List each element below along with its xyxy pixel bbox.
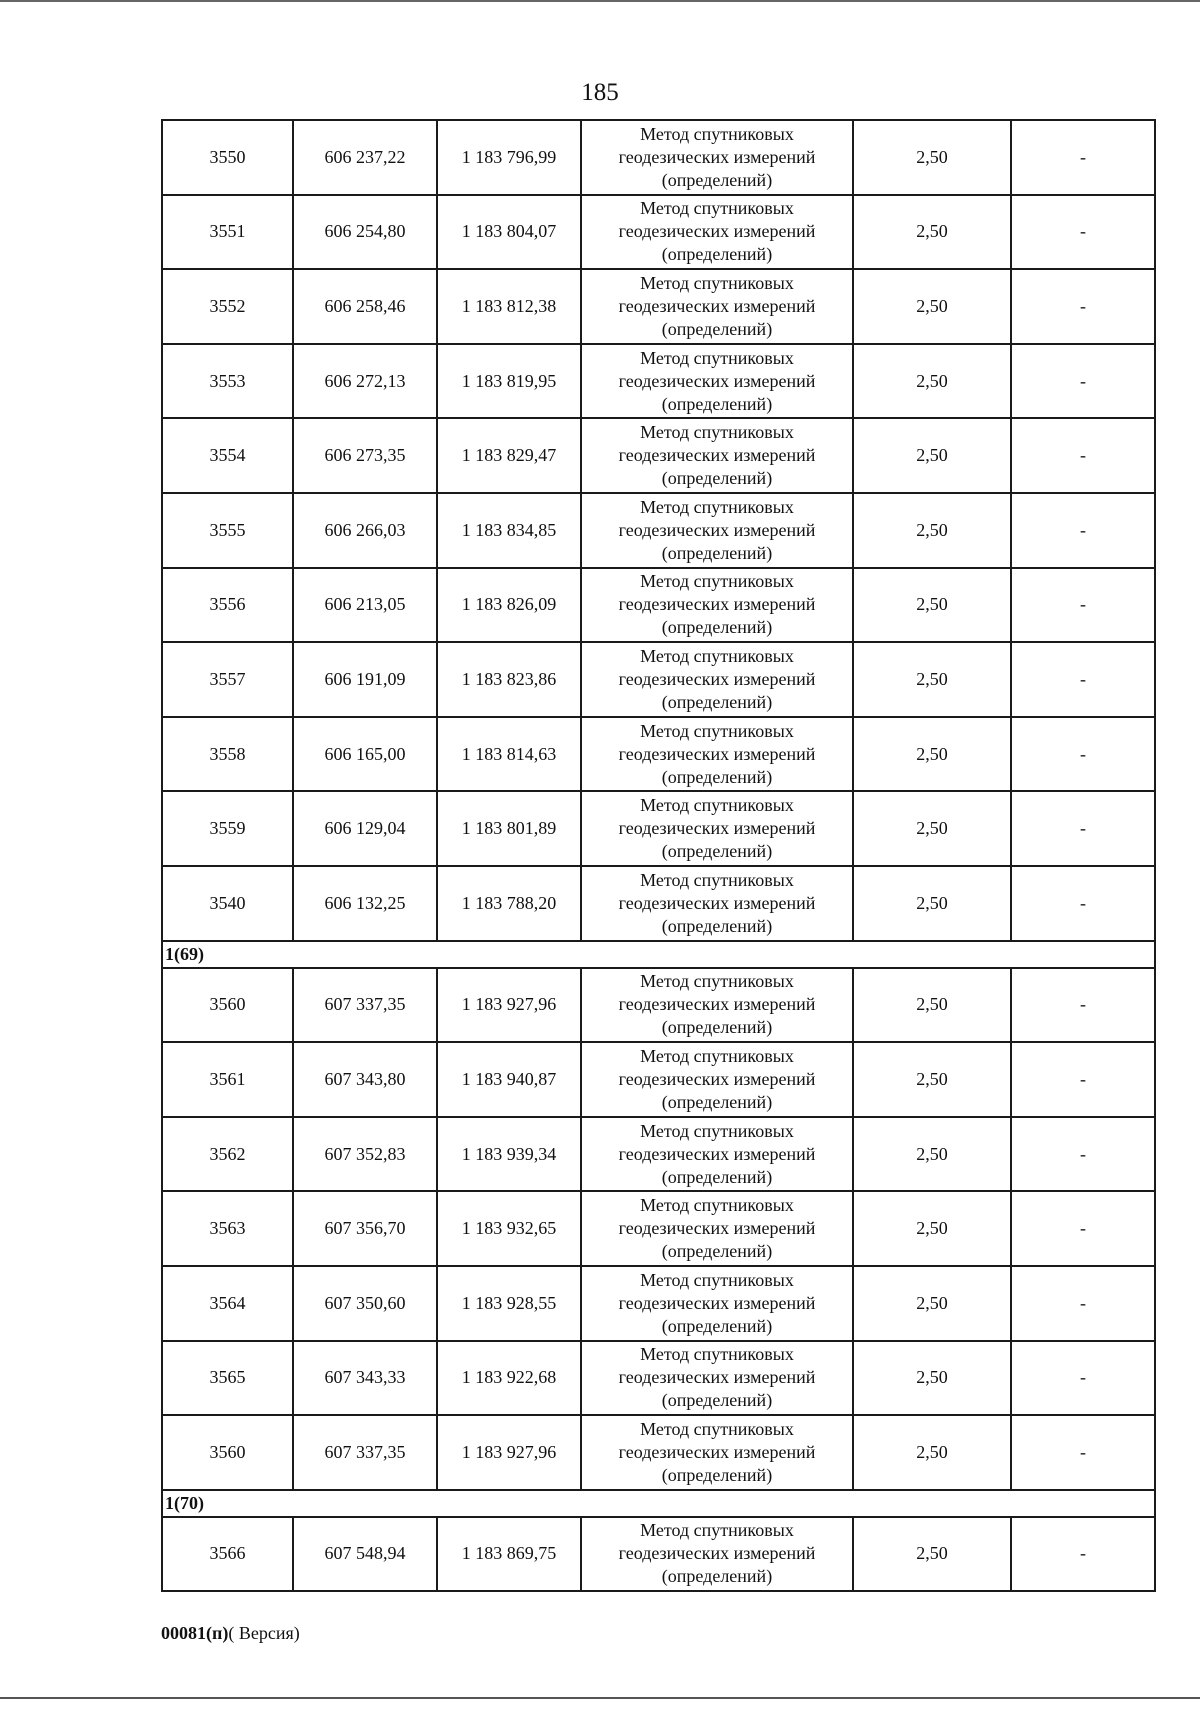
method-line: Метод спутниковых	[640, 198, 794, 219]
group-label: 1(70)	[162, 1490, 1155, 1517]
y-coordinate-cell: 1 183 819,95	[437, 344, 581, 419]
note-cell: -	[1011, 717, 1155, 792]
method-line: Метод спутниковых	[640, 1120, 794, 1141]
method-line: Метод спутниковых	[640, 1195, 794, 1216]
method-line: (определений)	[661, 1017, 773, 1038]
table-row	[162, 1117, 1155, 1192]
accuracy-cell: 2,50	[853, 1517, 1011, 1592]
note-cell: -	[1011, 1191, 1155, 1266]
accuracy-cell: 2,50	[853, 866, 1011, 941]
table-row	[162, 418, 1155, 493]
table-row	[162, 344, 1155, 419]
point-id-cell: 3553	[162, 344, 293, 419]
y-coordinate-cell: 1 183 788,20	[437, 866, 581, 941]
method-cell	[581, 1042, 853, 1117]
note-cell: -	[1011, 418, 1155, 493]
method-line: Метод спутниковых	[640, 272, 794, 293]
note-cell: -	[1011, 1415, 1155, 1490]
point-id-cell: 3564	[162, 1266, 293, 1341]
point-id-cell: 3540	[162, 866, 293, 941]
group-header-row	[162, 1490, 1155, 1517]
method-line: (определений)	[661, 1566, 773, 1587]
method-line: геодезических измерений	[618, 221, 816, 242]
method-line: (определений)	[661, 244, 773, 265]
note-cell: -	[1011, 1266, 1155, 1341]
method-line: Метод спутниковых	[640, 422, 794, 443]
y-coordinate-cell: 1 183 932,65	[437, 1191, 581, 1266]
y-coordinate-cell: 1 183 939,34	[437, 1117, 581, 1192]
point-id-cell: 3554	[162, 418, 293, 493]
method-line: геодезических измерений	[618, 668, 816, 689]
method-cell	[581, 1191, 853, 1266]
point-id-cell: 3550	[162, 120, 293, 195]
method-line: (определений)	[661, 169, 773, 190]
method-cell	[581, 493, 853, 568]
x-coordinate-cell: 607 352,83	[293, 1117, 437, 1192]
method-line: Метод спутниковых	[640, 645, 794, 666]
method-line: геодезических измерений	[618, 519, 816, 540]
x-coordinate-cell: 606 254,80	[293, 195, 437, 270]
document-version: ( Версия)	[228, 1623, 300, 1643]
method-line: (определений)	[661, 691, 773, 712]
method-line: геодезических измерений	[618, 1218, 816, 1239]
method-cell	[581, 791, 853, 866]
method-cell	[581, 418, 853, 493]
table-row	[162, 493, 1155, 568]
point-id-cell: 3559	[162, 791, 293, 866]
method-line: (определений)	[661, 617, 773, 638]
point-id-cell: 3552	[162, 269, 293, 344]
accuracy-cell: 2,50	[853, 344, 1011, 419]
table-row	[162, 866, 1155, 941]
method-cell	[581, 717, 853, 792]
method-line: Метод спутниковых	[640, 1344, 794, 1365]
y-coordinate-cell: 1 183 796,99	[437, 120, 581, 195]
point-id-cell: 3551	[162, 195, 293, 270]
method-line: Метод спутниковых	[640, 1418, 794, 1439]
x-coordinate-cell: 606 272,13	[293, 344, 437, 419]
accuracy-cell: 2,50	[853, 195, 1011, 270]
method-line: геодезических измерений	[618, 146, 816, 167]
method-cell	[581, 120, 853, 195]
method-line: геодезических измерений	[618, 1367, 816, 1388]
note-cell: -	[1011, 791, 1155, 866]
method-line: (определений)	[661, 1315, 773, 1336]
table-row	[162, 642, 1155, 717]
accuracy-cell: 2,50	[853, 418, 1011, 493]
document-code: 00081(п)	[161, 1623, 229, 1643]
point-id-cell: 3556	[162, 568, 293, 643]
x-coordinate-cell: 607 337,35	[293, 968, 437, 1043]
y-coordinate-cell: 1 183 927,96	[437, 1415, 581, 1490]
method-cell	[581, 1517, 853, 1592]
note-cell: -	[1011, 1517, 1155, 1592]
method-line: (определений)	[661, 841, 773, 862]
x-coordinate-cell: 607 343,33	[293, 1341, 437, 1416]
x-coordinate-cell: 606 258,46	[293, 269, 437, 344]
x-coordinate-cell: 606 165,00	[293, 717, 437, 792]
accuracy-cell: 2,50	[853, 1415, 1011, 1490]
top-scan-rule	[0, 0, 1200, 2]
method-line: (определений)	[661, 1166, 773, 1187]
table-row	[162, 1341, 1155, 1416]
method-line: (определений)	[661, 915, 773, 936]
method-line: Метод спутниковых	[640, 1045, 794, 1066]
method-line: геодезических измерений	[618, 892, 816, 913]
x-coordinate-cell: 606 191,09	[293, 642, 437, 717]
y-coordinate-cell: 1 183 804,07	[437, 195, 581, 270]
method-cell	[581, 269, 853, 344]
point-id-cell: 3557	[162, 642, 293, 717]
accuracy-cell: 2,50	[853, 120, 1011, 195]
table-row	[162, 195, 1155, 270]
bottom-scan-rule	[0, 1697, 1200, 1699]
y-coordinate-cell: 1 183 834,85	[437, 493, 581, 568]
y-coordinate-cell: 1 183 927,96	[437, 968, 581, 1043]
coordinates-table-body	[162, 120, 1155, 1591]
table-row	[162, 568, 1155, 643]
y-coordinate-cell: 1 183 812,38	[437, 269, 581, 344]
accuracy-cell: 2,50	[853, 968, 1011, 1043]
x-coordinate-cell: 606 129,04	[293, 791, 437, 866]
y-coordinate-cell: 1 183 869,75	[437, 1517, 581, 1592]
coordinates-table	[161, 119, 1156, 1592]
table-row	[162, 1191, 1155, 1266]
accuracy-cell: 2,50	[853, 717, 1011, 792]
y-coordinate-cell: 1 183 823,86	[437, 642, 581, 717]
method-cell	[581, 568, 853, 643]
method-line: (определений)	[661, 318, 773, 339]
x-coordinate-cell: 606 132,25	[293, 866, 437, 941]
y-coordinate-cell: 1 183 829,47	[437, 418, 581, 493]
method-cell	[581, 195, 853, 270]
note-cell: -	[1011, 493, 1155, 568]
method-line: геодезических измерений	[618, 1292, 816, 1313]
note-cell: -	[1011, 866, 1155, 941]
y-coordinate-cell: 1 183 801,89	[437, 791, 581, 866]
accuracy-cell: 2,50	[853, 1042, 1011, 1117]
accuracy-cell: 2,50	[853, 642, 1011, 717]
note-cell: -	[1011, 1117, 1155, 1192]
point-id-cell: 3560	[162, 1415, 293, 1490]
point-id-cell: 3561	[162, 1042, 293, 1117]
table-row	[162, 1415, 1155, 1490]
method-line: Метод спутниковых	[640, 971, 794, 992]
method-line: геодезических измерений	[618, 1068, 816, 1089]
y-coordinate-cell: 1 183 940,87	[437, 1042, 581, 1117]
method-line: (определений)	[661, 1241, 773, 1262]
y-coordinate-cell: 1 183 826,09	[437, 568, 581, 643]
point-id-cell: 3558	[162, 717, 293, 792]
table-row	[162, 791, 1155, 866]
point-id-cell: 3562	[162, 1117, 293, 1192]
note-cell: -	[1011, 120, 1155, 195]
y-coordinate-cell: 1 183 928,55	[437, 1266, 581, 1341]
method-line: геодезических измерений	[618, 994, 816, 1015]
table-row	[162, 968, 1155, 1043]
method-line: (определений)	[661, 542, 773, 563]
note-cell: -	[1011, 1341, 1155, 1416]
method-line: геодезических измерений	[618, 1441, 816, 1462]
method-line: (определений)	[661, 1464, 773, 1485]
method-line: геодезических измерений	[618, 594, 816, 615]
method-line: Метод спутниковых	[640, 1269, 794, 1290]
method-line: геодезических измерений	[618, 818, 816, 839]
document-footer	[161, 1621, 300, 1645]
method-line: Метод спутниковых	[640, 496, 794, 517]
accuracy-cell: 2,50	[853, 568, 1011, 643]
method-cell	[581, 1341, 853, 1416]
method-line: (определений)	[661, 393, 773, 414]
method-line: Метод спутниковых	[640, 795, 794, 816]
method-line: геодезических измерений	[618, 1143, 816, 1164]
method-line: геодезических измерений	[618, 445, 816, 466]
accuracy-cell: 2,50	[853, 791, 1011, 866]
method-cell	[581, 1266, 853, 1341]
accuracy-cell: 2,50	[853, 1117, 1011, 1192]
y-coordinate-cell: 1 183 922,68	[437, 1341, 581, 1416]
method-line: геодезических измерений	[618, 1543, 816, 1564]
table-row	[162, 1266, 1155, 1341]
y-coordinate-cell: 1 183 814,63	[437, 717, 581, 792]
accuracy-cell: 2,50	[853, 269, 1011, 344]
note-cell: -	[1011, 642, 1155, 717]
point-id-cell: 3560	[162, 968, 293, 1043]
x-coordinate-cell: 606 213,05	[293, 568, 437, 643]
method-cell	[581, 1117, 853, 1192]
note-cell: -	[1011, 344, 1155, 419]
group-label: 1(69)	[162, 941, 1155, 968]
method-line: Метод спутниковых	[640, 123, 794, 144]
x-coordinate-cell: 606 237,22	[293, 120, 437, 195]
method-line: Метод спутниковых	[640, 1520, 794, 1541]
group-header-row	[162, 941, 1155, 968]
method-line: (определений)	[661, 1390, 773, 1411]
table-row	[162, 269, 1155, 344]
table-row	[162, 120, 1155, 195]
method-line: геодезических измерений	[618, 370, 816, 391]
x-coordinate-cell: 606 266,03	[293, 493, 437, 568]
table-row	[162, 1042, 1155, 1117]
note-cell: -	[1011, 568, 1155, 643]
table-row	[162, 717, 1155, 792]
accuracy-cell: 2,50	[853, 493, 1011, 568]
method-line: геодезических измерений	[618, 743, 816, 764]
point-id-cell: 3566	[162, 1517, 293, 1592]
method-line: (определений)	[661, 766, 773, 787]
method-cell	[581, 968, 853, 1043]
x-coordinate-cell: 607 343,80	[293, 1042, 437, 1117]
note-cell: -	[1011, 195, 1155, 270]
accuracy-cell: 2,50	[853, 1191, 1011, 1266]
method-line: Метод спутниковых	[640, 869, 794, 890]
method-cell	[581, 344, 853, 419]
method-line: Метод спутниковых	[640, 720, 794, 741]
x-coordinate-cell: 606 273,35	[293, 418, 437, 493]
x-coordinate-cell: 607 548,94	[293, 1517, 437, 1592]
note-cell: -	[1011, 269, 1155, 344]
page-number: 185	[581, 79, 619, 106]
note-cell: -	[1011, 1042, 1155, 1117]
accuracy-cell: 2,50	[853, 1266, 1011, 1341]
method-line: (определений)	[661, 468, 773, 489]
note-cell: -	[1011, 968, 1155, 1043]
x-coordinate-cell: 607 356,70	[293, 1191, 437, 1266]
accuracy-cell: 2,50	[853, 1341, 1011, 1416]
table-row	[162, 1517, 1155, 1592]
x-coordinate-cell: 607 337,35	[293, 1415, 437, 1490]
method-cell	[581, 866, 853, 941]
method-line: геодезических измерений	[618, 295, 816, 316]
x-coordinate-cell: 607 350,60	[293, 1266, 437, 1341]
method-line: Метод спутниковых	[640, 571, 794, 592]
method-cell	[581, 642, 853, 717]
method-cell	[581, 1415, 853, 1490]
point-id-cell: 3555	[162, 493, 293, 568]
method-line: (определений)	[661, 1091, 773, 1112]
point-id-cell: 3565	[162, 1341, 293, 1416]
method-line: Метод спутниковых	[640, 347, 794, 368]
point-id-cell: 3563	[162, 1191, 293, 1266]
